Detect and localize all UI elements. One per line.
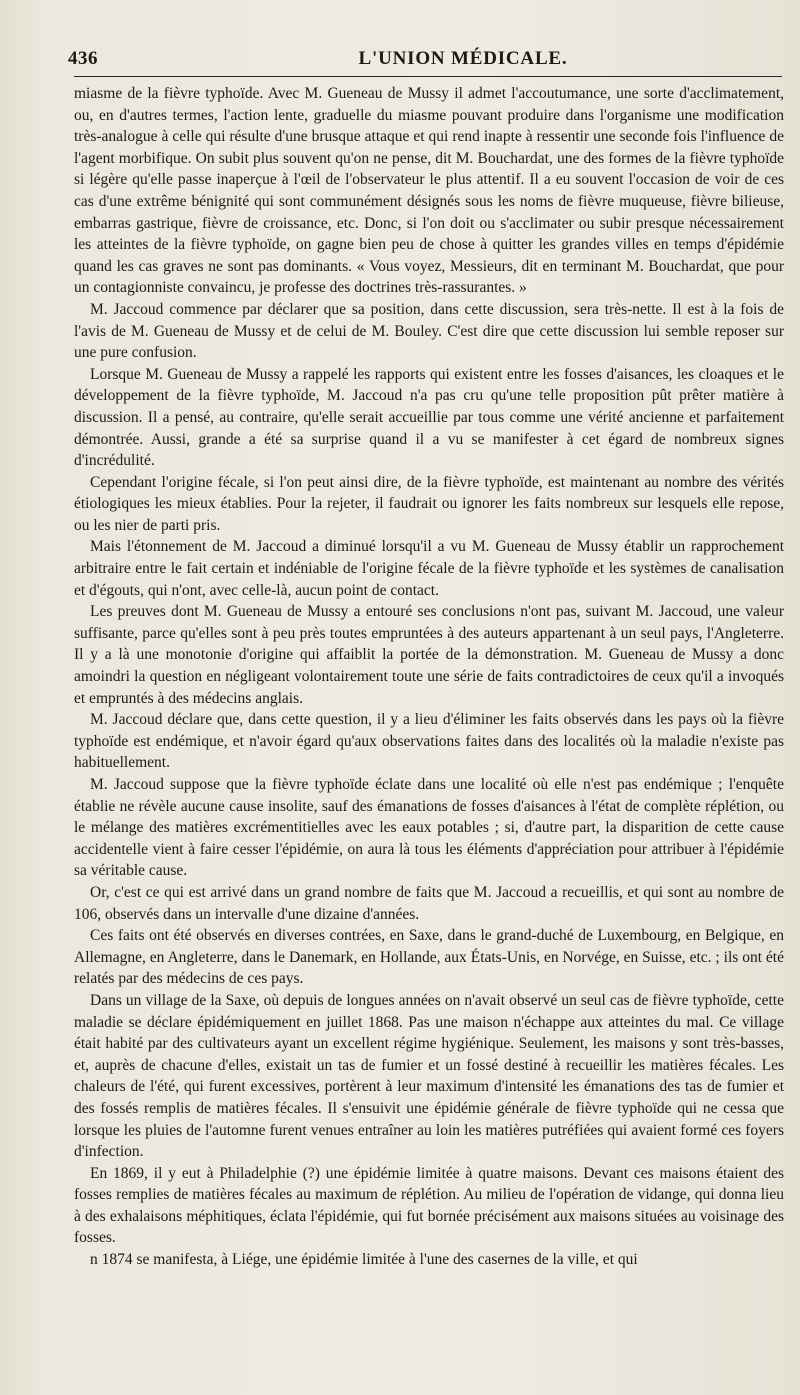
- paragraph: M. Jaccoud commence par déclarer que sa position, dans cette discussion, sera très-nette. Il est à la fois de l'avis de M. Gueneau de Mussy et de celui de M. Bouley. C'est dire que cette discussion lui semble reposer sur une pure confusion.: [74, 300, 784, 362]
- paragraph: Lorsque M. Gueneau de Mussy a rappelé les rapports qui existent entre les fosses d'aisances, les cloaques et le développement de la fièvre typhoïde, M. Jaccoud n'a pas cru qu'une telle proposition pût prêter matière à discussion. Il a pensé, au contraire, qu'elle serait accueillie par tous comme une vérité ancienne et parfaitement démontrée. Aussi, grande a été sa surprise quand il a vu se manifester à cet égard de nombreux signes d'incrédulité.: [74, 365, 784, 470]
- paragraph: Dans un village de la Saxe, où depuis de longues années on n'avait observé un seul cas de fièvre typhoïde, cette maladie se déclare épidémiquement en juillet 1868. Pas une maison n'échappe aux atteintes du mal. Ce village était habité par des cultivateurs ayant un excellent régime hygiénique. Seulement, les maisons y sont très-basses, et, auprès de chacune d'elles, existait un tas de fumier et un fossé destiné à recueillir les matières fécales. Les chaleurs de l'été, qui furent excessives, portèrent à leur maximum d'intensité les émanations des tas de fumier et des fossés remplis de matières fécales. Il s'ensuivit une épidémie générale de fièvre typhoïde qui ne cessa que lorsque les pluies de l'automne furent venues entraîner au loin les matières putréfiées qui avaient formé ces foyers d'infection.: [74, 991, 784, 1161]
- page-number: 436: [68, 48, 98, 69]
- paragraph: Les preuves dont M. Gueneau de Mussy a entouré ses conclusions n'ont pas, suivant M. Jaccoud, une valeur suffisante, parce qu'elles sont à peu près toutes empruntées à des auteurs appartenant à un seul pays, l'Angleterre. Il y a là une monotonie d'origine qui affaiblit la portée de la démonstration. M. Gueneau de Mussy a donc amoindri la question en négligeant volontairement toute une série de faits contradictoires de ceux qu'il a invoqués et empruntés à des médecins anglais.: [74, 603, 784, 707]
- page-header: [68, 42, 782, 77]
- paragraph: miasme de la fièvre typhoïde. Avec M. Gueneau de Mussy il admet l'accoutumance, une sorte d'acclimatement, ou, en d'autres termes, l'action lente, graduelle du miasme pouvant produire dans l'organisme une modification très-analogue à celle qui résulte d'une brusque attaque et qui rend inapte à ressentir une seconde fois l'influence de l'agent morbifique. On subit plus souvent qu'on ne pense, dit M. Bouchardat, une des formes de la fièvre typhoïde si légère qu'elle passe inaperçue à l'œil de l'observateur le plus attentif. Il a eu souvent l'occasion de voir de ces cas d'une extrême bénignité qui sont communément désignés sous les noms de fièvre muqueuse, fièvre bilieuse, embarras gastrique, fièvre de croissance, etc. Donc, si l'on doit ou s'acclimater ou subir presque nécessairement les atteintes de la fièvre typhoïde, on gagne bien peu de chose à quitter les grandes villes en temps d'épidémie quand les cas graves ne sont pas dominants. « Vous voyez, Messieurs, dit en terminant M. Bouchardat, que pour un contagionniste convaincu, je professe des doctrines très-rassurantes. »: [74, 85, 784, 297]
- paragraph: n 1874 se manifesta, à Liége, une épidémie limitée à l'une des casernes de la ville, et qui: [90, 1251, 638, 1269]
- paragraph: M. Jaccoud déclare que, dans cette question, il y a lieu d'éliminer les faits observés dans les pays où la fièvre typhoïde est endémique, et n'avoir égard qu'aux observations faites dans des localités où la maladie n'existe pas habituellement.: [74, 711, 784, 772]
- paragraph: Or, c'est ce qui est arrivé dans un grand nombre de faits que M. Jaccoud a recueillis, et qui sont au nombre de 106, observés dans un intervalle d'une dizaine d'années.: [74, 883, 784, 923]
- running-head: L'UNION MÉDICALE.: [358, 48, 568, 69]
- paragraph: M. Jaccoud suppose que la fièvre typhoïde éclate dans une localité où elle n'est pas endémique ; l'enquête établie ne révèle aucune cause insolite, sauf des émanations de fosses d'aisances à l'état de complète réplétion, ou le mélange des matières excrémentitielles avec les eaux potables ; si, d'autre part, la disparition de cette cause accidentelle vient à faire cesser l'épidémie, on aura là tous les éléments d'appréciation pour attribuer à l'épidémie sa véritable cause.: [74, 776, 784, 880]
- paragraph: En 1869, il y eut à Philadelphie (?) une épidémie limitée à quatre maisons. Devant ces maisons étaient des fosses remplies de matières fécales au maximum de réplétion. Au milieu de l'opération de vidange, qui donna lieu à des exhalaisons méphitiques, éclata l'épidémie, qui fut bornée précisément aux maisons situées au voisinage des fosses.: [74, 1164, 784, 1247]
- paragraph: Ces faits ont été observés en diverses contrées, en Saxe, dans le grand-duché de Luxembourg, en Belgique, en Allemagne, en Angleterre, dans le Danemark, en Hollande, aux États-Unis, en Norvége, en Suisse, etc. ; ils ont été relatés par des médecins de ces pays.: [74, 927, 784, 988]
- paragraph: Mais l'étonnement de M. Jaccoud a diminué lorsqu'il a vu M. Gueneau de Mussy établir un rapprochement arbitraire entre le fait certain et indéniable de l'origine fécale de la fièvre typhoïde et les systèmes de canalisation et d'égouts, qui n'ont, avec celle-là, aucun point de contact.: [74, 538, 784, 599]
- paragraph: Cependant l'origine fécale, si l'on peut ainsi dire, de la fièvre typhoïde, est maintenant au nombre des vérités étiologiques les mieux établies. Pour la rejeter, il faudrait ou ignorer les faits nombreux sur lesquels elle repose, ou les nier de parti pris.: [74, 473, 784, 534]
- body-text: [74, 83, 784, 1271]
